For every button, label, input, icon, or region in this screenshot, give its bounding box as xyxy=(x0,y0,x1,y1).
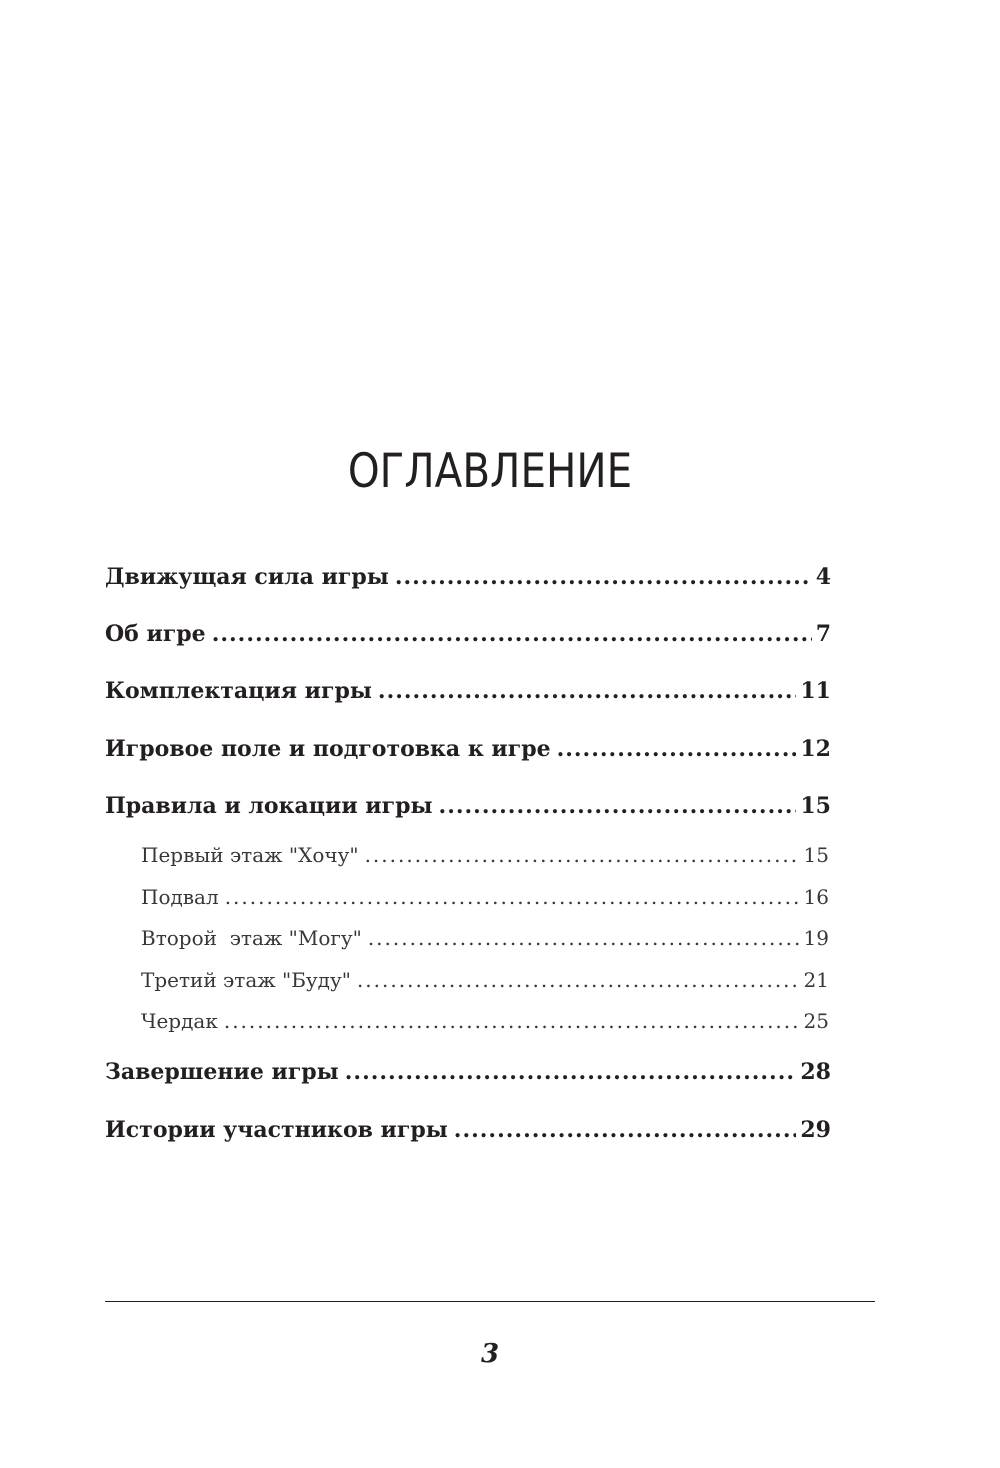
toc-subentry-page: 15 xyxy=(803,843,829,867)
toc-entry-label: Истории участников игры xyxy=(105,1117,448,1143)
toc-subentry[interactable] xyxy=(141,923,829,953)
dot-leader xyxy=(368,923,800,953)
dot-leader xyxy=(365,840,800,870)
toc-subentry-label: Первый этаж "Хочу" xyxy=(141,843,359,867)
toc-entry-page: 29 xyxy=(800,1117,831,1143)
dot-leader xyxy=(454,1114,797,1146)
toc-subentry-page: 16 xyxy=(803,885,829,909)
toc-subentry-label: Чердак xyxy=(141,1009,218,1033)
dot-leader xyxy=(357,965,800,995)
toc-subentry-label: Второй этаж "Могу" xyxy=(141,926,362,950)
toc-subentry-label: Подвал xyxy=(141,885,219,909)
dot-leader xyxy=(345,1056,797,1088)
toc-subentry-page: 19 xyxy=(803,926,829,950)
toc-subentry-label: Третий этаж "Буду" xyxy=(141,968,351,992)
dot-leader xyxy=(225,882,800,912)
dot-leader xyxy=(212,618,812,650)
page-number: 3 xyxy=(480,1339,500,1369)
dot-leader xyxy=(557,733,797,765)
toc-entry-page: 12 xyxy=(800,736,831,762)
dot-leader xyxy=(439,790,797,822)
toc-subentry-page: 21 xyxy=(803,968,829,992)
page-title: ОГЛАВЛЕНИЕ xyxy=(347,444,633,499)
toc-entry[interactable] xyxy=(105,618,831,650)
toc-entry-label: Завершение игры xyxy=(105,1059,339,1085)
toc-entry[interactable] xyxy=(105,1056,831,1088)
toc-subentry[interactable] xyxy=(141,882,829,912)
toc-entry[interactable] xyxy=(105,733,831,765)
dot-leader xyxy=(224,1006,800,1036)
footer-divider xyxy=(105,1301,875,1302)
toc-entry[interactable] xyxy=(105,790,831,822)
toc-entry-page: 15 xyxy=(800,793,831,819)
toc-entry-page: 7 xyxy=(815,621,831,647)
toc-entry-label: Игровое поле и подготовка к игре xyxy=(105,736,551,762)
toc-subentry[interactable] xyxy=(141,840,829,870)
toc-entry-label: Движущая сила игры xyxy=(105,564,389,590)
toc-subentry[interactable] xyxy=(141,965,829,995)
toc-entry[interactable] xyxy=(105,561,831,593)
toc-entry-label: Комплектация игры xyxy=(105,678,372,704)
dot-leader xyxy=(378,675,796,707)
toc-entry[interactable] xyxy=(105,675,831,707)
toc-entry[interactable] xyxy=(105,1114,831,1146)
toc-entry-page: 4 xyxy=(815,564,831,590)
dot-leader xyxy=(395,561,812,593)
toc-entry-label: Правила и локации игры xyxy=(105,793,433,819)
toc-subentry-page: 25 xyxy=(803,1009,829,1033)
toc-entry-label: Об игре xyxy=(105,621,206,647)
toc-entry-page: 28 xyxy=(800,1059,831,1085)
toc-entry-page: 11 xyxy=(800,678,831,704)
toc-subentry[interactable] xyxy=(141,1006,829,1036)
